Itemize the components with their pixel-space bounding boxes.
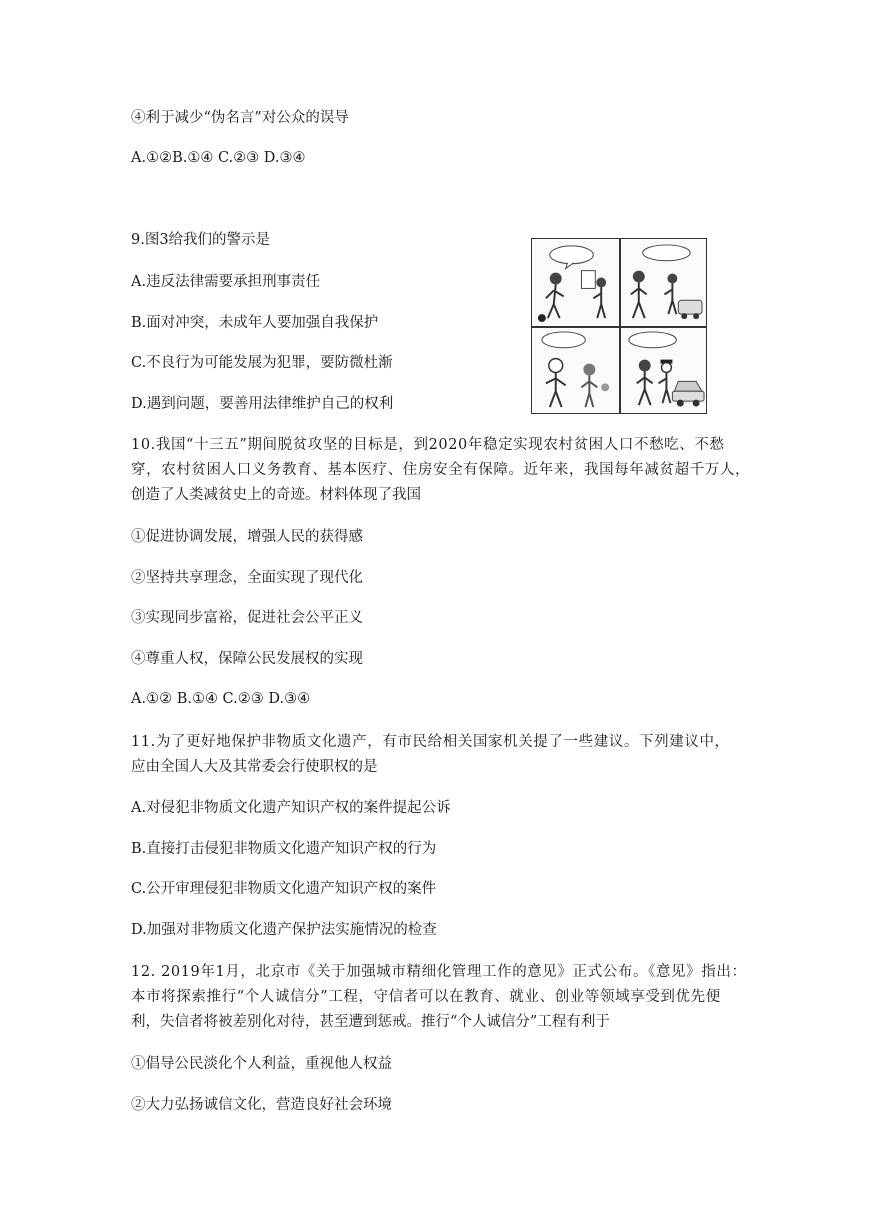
figure-divider-horizontal xyxy=(532,326,706,328)
q12-stem-line-1: 12. 2019年1月，北京市《关于加强城市精细化管理工作的意见》正式公布。《意见》指出： xyxy=(131,964,747,980)
comic-panel-4-icon xyxy=(619,326,706,413)
comic-panel-4 xyxy=(619,326,706,413)
q10-stem-line-3: 创造了人类减贫史上的奇迹。材料体现了我国 xyxy=(131,487,421,503)
comic-panel-1 xyxy=(532,239,619,326)
q11-option-c: C.公开审理侵犯非物质文化遗产知识产权的案件 xyxy=(131,881,437,897)
q10-stem-line-1: 10.我国“十三五”期间脱贫攻坚的目标是，到2020年稳定实现农村贫困人口不愁吃、不愁 xyxy=(131,437,725,453)
comic-panel-1-icon xyxy=(532,239,619,326)
q11-option-a: A.对侵犯非物质文化遗产知识产权的案件提起公诉 xyxy=(131,800,451,816)
option-4-line: ④利于减少“伪名言”对公众的误导 xyxy=(131,110,349,126)
comic-panel-2-icon xyxy=(619,239,706,326)
q12-statement-1: ①倡导公民淡化个人利益，重视他人权益 xyxy=(131,1056,392,1072)
q10-statement-1: ①促进协调发展，增强人民的获得感 xyxy=(131,529,363,545)
q11-option-d: D.加强对非物质文化遗产保护法实施情况的检查 xyxy=(131,922,437,938)
q10-statement-4: ④尊重人权，保障公民发展权的实现 xyxy=(131,651,363,667)
comic-panel-3 xyxy=(532,326,619,413)
comic-panel-3-icon xyxy=(532,326,619,413)
q8-answers: A.①②B.①④ C.②③ D.③④ xyxy=(131,150,306,166)
q10-stem-line-2: 穿，农村贫困人口义务教育、基本医疗、住房安全有保障。近年来，我国每年减贫超千万人， xyxy=(131,462,751,478)
q12-stem-line-2: 本市将探索推行“个人诚信分”工程，守信者可以在教育、就业、创业等领域享受到优先便 xyxy=(131,989,721,1005)
q10-answers: A.①② B.①④ C.②③ D.③④ xyxy=(131,691,311,707)
q9-option-b: B.面对冲突，未成年人要加强自我保护 xyxy=(131,315,379,331)
q10-statement-2: ②坚持共享理念，全面实现了现代化 xyxy=(131,570,363,586)
q12-stem-line-3: 利，失信者将被差别化对待，甚至遭到惩戒。推行“个人诚信分”工程有利于 xyxy=(131,1014,610,1030)
q10-statement-3: ③实现同步富裕，促进社会公平正义 xyxy=(131,610,363,626)
q12-statement-2: ②大力弘扬诚信文化，营造良好社会环境 xyxy=(131,1097,392,1113)
q9-option-c: C.不良行为可能发展为犯罪，要防微杜渐 xyxy=(131,355,393,371)
q11-stem-line-1: 11.为了更好地保护非物质文化遗产，有市民给相关国家机关提了一些建议。下列建议中， xyxy=(131,734,730,750)
q9-option-a: A.违反法律需要承担刑事责任 xyxy=(131,274,321,290)
q9-option-d: D.遇到问题，要善用法律维护自己的权利 xyxy=(131,396,394,412)
q9-stem: 9.图3给我们的警示是 xyxy=(131,232,271,248)
q11-stem-line-2: 应由全国人大及其常委会行使职权的是 xyxy=(131,759,378,775)
figure-3-comic xyxy=(531,238,707,414)
q11-option-b: B.直接打击侵犯非物质文化遗产知识产权的行为 xyxy=(131,841,437,857)
comic-panel-2 xyxy=(619,239,706,326)
